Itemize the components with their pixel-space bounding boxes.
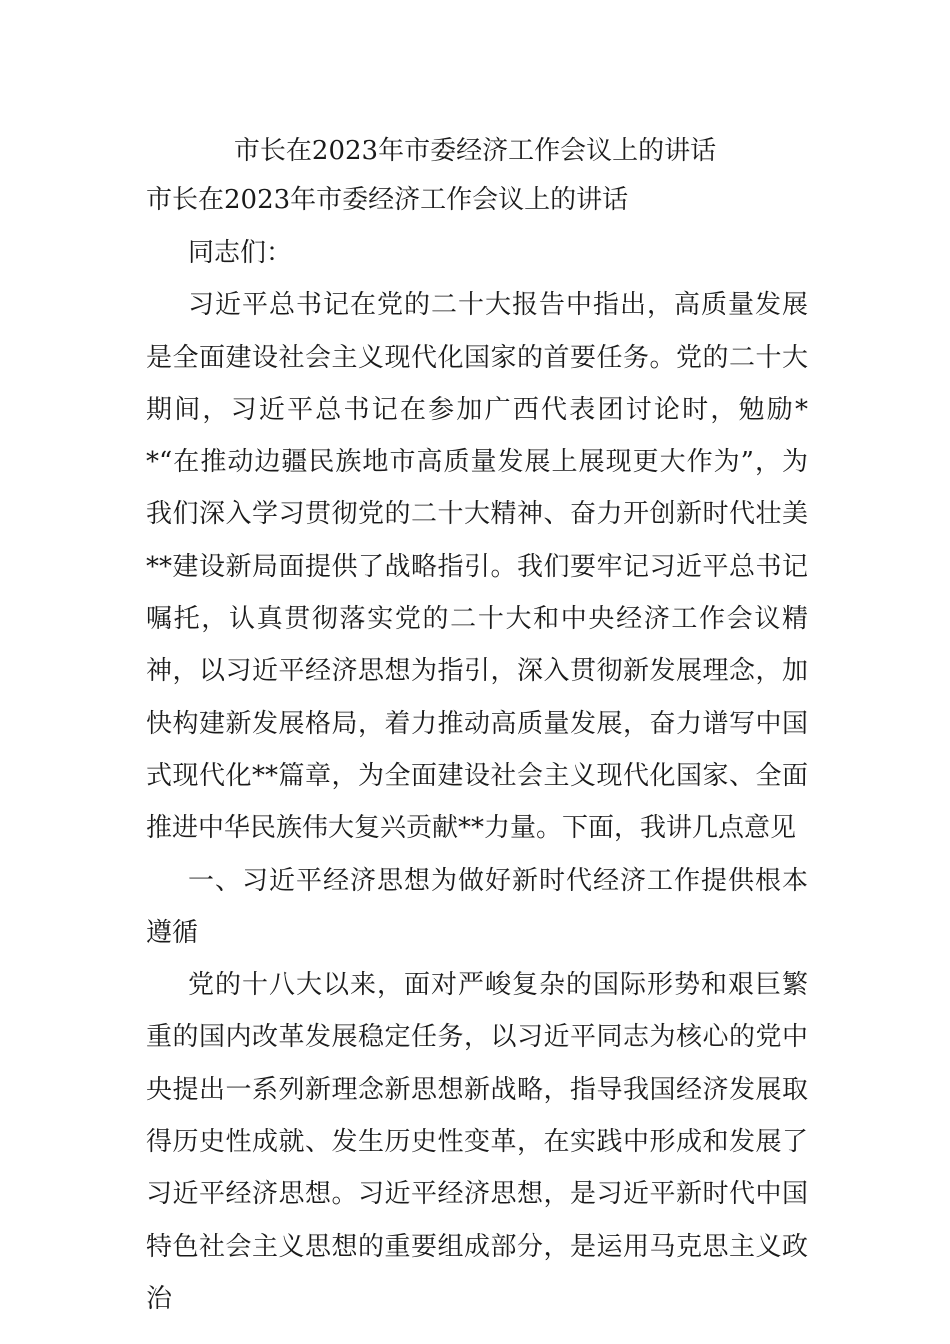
document-body — [146, 227, 808, 1325]
document-title: 市长在2023年市委经济工作会议上的讲话 — [233, 136, 717, 166]
document-subtitle: 市长在2023年市委经济工作会议上的讲话 — [146, 185, 629, 215]
paragraph-intro: 习近平总书记在党的二十大报告中指出，高质量发展是全面建设社会主义现代化国家的首要任务。党的二十大期间，习近平总书记在参加广西代表团讨论时，勉励**“在推动边疆民族地市高质量发展上展现更大作为”，为我们深入学习贯彻党的二十大精神、奋力开创新时代壮美**建设新局面提供了战略指引。我们要牢记习近平总书记嘱托，认真贯彻落实党的二十大和中央经济工作会议精神，以习近平经济思想为指引，深入贯彻新发展理念，加快构建新发展格局，着力推动高质量发展，奋力谱写中国式现代化**篇章，为全面建设社会主义现代化国家、全面推进中华民族伟大复兴贡献**力量。下面，我讲几点意见 — [146, 290, 808, 844]
paragraph-section-1: 党的十八大以来，面对严峻复杂的国际形势和艰巨繁重的国内改革发展稳定任务，以习近平同志为核心的党中央提出一系列新理念新思想新战略，指导我国经济发展取得历史性成就、发生历史性变革，在实践中形成和发展了习近平经济思想。习近平经济思想，是习近平新时代中国特色社会主义思想的重要组成部分，是运用马克思主义政治 — [146, 970, 808, 1314]
section-heading-1: 一、习近平经济思想为做好新时代经济工作提供根本遵循 — [146, 865, 808, 948]
salutation: 同志们： — [188, 238, 293, 268]
